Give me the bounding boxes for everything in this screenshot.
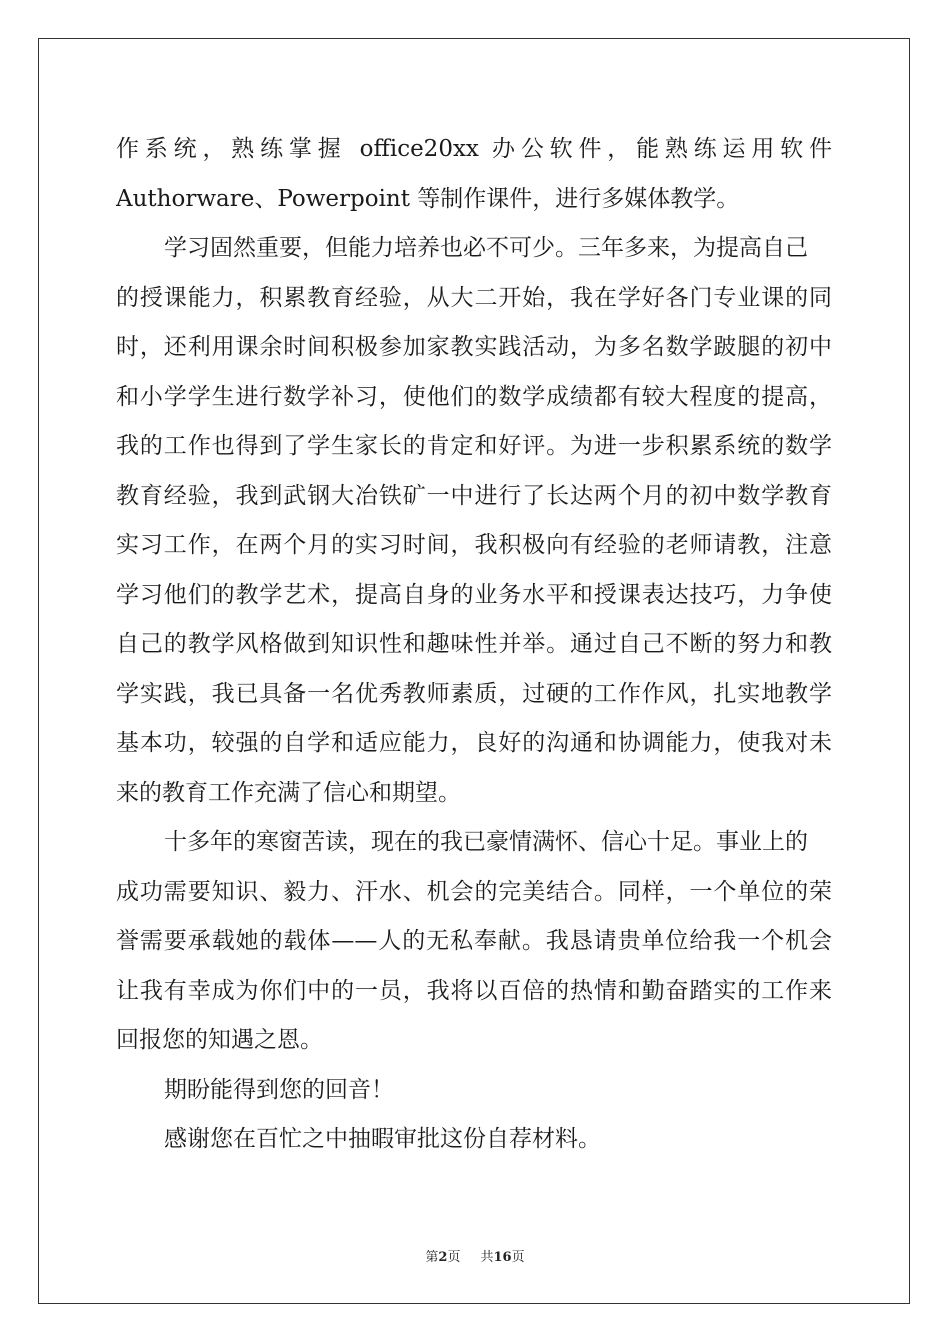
total-suffix: 页 [511, 1250, 525, 1265]
text-line: 成功需要知识、毅力、汗水、机会的完美结合。同样，一个单位的荣 [116, 878, 832, 905]
page-suffix: 页 [447, 1250, 461, 1265]
text-line: 学实践，我已具备一名优秀教师素质，过硬的工作作风，扎实地教学 [116, 680, 832, 707]
text-line: 来的教育工作充满了信心和期望。 [116, 779, 461, 806]
paragraph-start-line: 学习固然重要，但能力培养也必不可少。三年多来，为提高自己 [164, 235, 808, 261]
page-prefix: 第 [425, 1250, 439, 1265]
page-footer [0, 1246, 950, 1265]
text-line: 作系统，熟练掌握 office20xx 办公软件，能熟练运用软件 [116, 136, 832, 162]
text-line: 的授课能力，积累教育经验，从大二开始，我在学好各门专业课的同 [116, 284, 832, 311]
text-line: 我的工作也得到了学生家长的肯定和好评。为进一步积累系统的数学 [116, 433, 832, 459]
text-line: 基本功，较强的自学和适应能力，良好的沟通和协调能力，使我对未 [116, 730, 832, 756]
text-line: 和小学学生进行数学补习，使他们的数学成绩都有较大程度的提高， [116, 383, 832, 410]
text-line: 学习他们的教学艺术，提高自身的业务水平和授课表达技巧，力争使 [116, 581, 832, 608]
paragraph-start-line: 感谢您在百忙之中抽暇审批这份自荐材料。 [164, 1126, 601, 1152]
total-pages: 16 [493, 1250, 512, 1265]
text-line: 誉需要承载她的载体——人的无私奉献。我恳请贵单位给我一个机会 [116, 928, 832, 954]
page-number: 2 [438, 1250, 448, 1265]
paragraph-start-line: 十多年的寒窗苦读，现在的我已豪情满怀、信心十足。事业上的 [164, 829, 808, 855]
text-line: 自己的教学风格做到知识性和趣味性并举。通过自己不断的努力和教 [116, 631, 832, 657]
document-body [116, 125, 832, 1165]
text-line: 教育经验，我到武钢大冶铁矿一中进行了长达两个月的初中数学教育 [116, 482, 832, 509]
paragraph-start-line: 期盼能得到您的回音！ [164, 1076, 394, 1103]
total-prefix: 共 [480, 1250, 494, 1265]
text-line: 让我有幸成为你们中的一员，我将以百倍的热情和勤奋踏实的工作来 [116, 977, 832, 1004]
text-line: 实习工作，在两个月的实习时间，我积极向有经验的老师请教，注意 [116, 532, 832, 558]
text-line: Authorware、Powerpoint 等制作课件，进行多媒体教学。 [116, 185, 740, 212]
text-line: 时，还利用课余时间积极参加家教实践活动，为多名数学跛腿的初中 [116, 334, 832, 360]
text-line: 回报您的知遇之恩。 [116, 1027, 323, 1053]
